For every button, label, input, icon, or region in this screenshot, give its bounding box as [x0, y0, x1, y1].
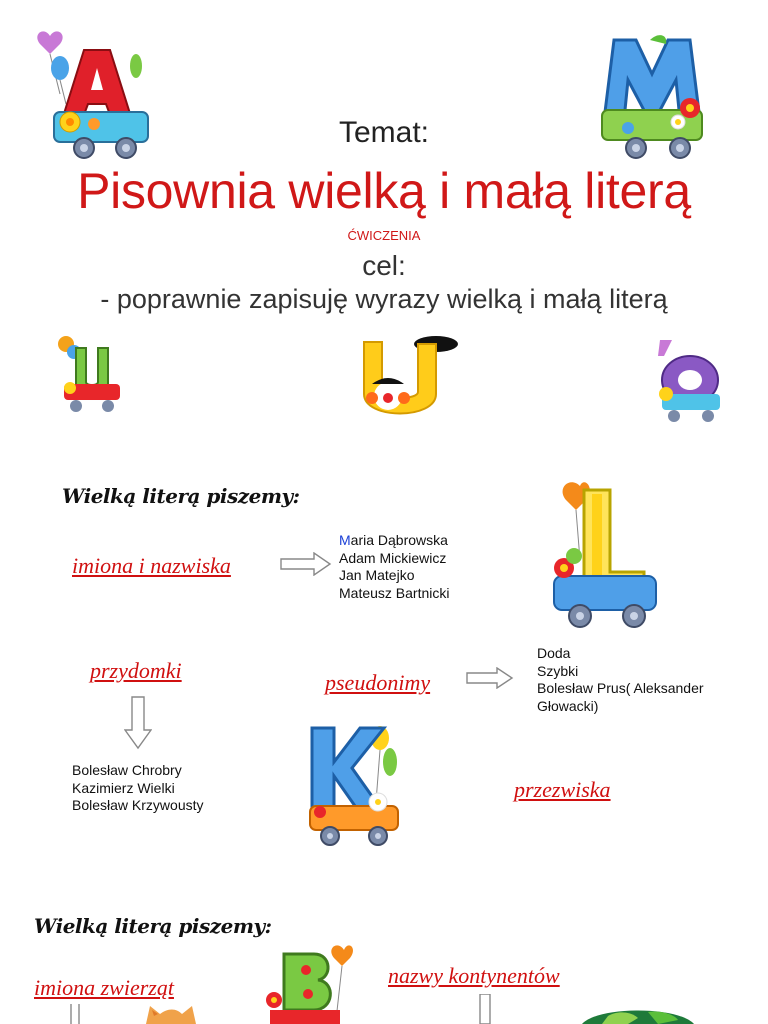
list-item: Maria Dąbrowska [339, 532, 448, 548]
letter-k-cart-illustration [302, 722, 410, 852]
letter-o-cart-illustration [650, 336, 730, 422]
section2-heading: Wielką literą piszemy: [34, 914, 272, 938]
page-subtitle: ĆWICZENIA [347, 228, 421, 243]
category-names: imiona i nazwiska [72, 553, 231, 578]
topic-label: Temat: [338, 116, 430, 149]
category-continent-names: nazwy kontynentów [388, 963, 560, 988]
list-item: Kazimierz Wielki [72, 779, 175, 796]
cat-illustration [140, 1000, 200, 1024]
globe-illustration [578, 1000, 698, 1024]
category-aliases: przezwiska [514, 777, 611, 802]
goal-text: - poprawnie zapisuję wyrazy wielką i małą literą [100, 284, 668, 314]
category-animal-names: imiona zwierząt [34, 975, 174, 1000]
list-item: Doda [537, 645, 571, 661]
letter-u-cart-illustration [50, 334, 130, 414]
arrow-right-icon [466, 667, 514, 689]
letter-u-clown-illustration [356, 334, 466, 424]
arrow-right-icon [280, 552, 332, 576]
arrow-down-icon [68, 1004, 82, 1024]
category-nicknames: przydomki [90, 658, 182, 683]
page-title: Pisownia wielką i małą literą [77, 163, 691, 219]
highlighted-initial: M [339, 532, 351, 548]
arrow-down-icon [124, 696, 152, 750]
arrow-down-icon [478, 994, 492, 1024]
section1-heading: Wielką literą piszemy: [62, 484, 300, 508]
list-item: Głowacki) [537, 697, 599, 714]
category-pseudonyms: pseudonimy [325, 670, 431, 695]
list-item: Mateusz Bartnicki [339, 584, 450, 601]
list-item: Jan Matejko [339, 567, 415, 583]
list-item: Bolesław Chrobry [72, 762, 182, 778]
letter-l-cart-illustration [540, 480, 670, 630]
list-item: Szybki [537, 662, 579, 679]
goal-label: cel: [362, 250, 406, 281]
list-item: Bolesław Prus( Aleksander [537, 680, 704, 696]
names-list [339, 532, 449, 602]
list-item: Adam Mickiewicz [339, 549, 447, 566]
nicknames-list [72, 762, 204, 815]
list-item: Bolesław Krzywousty [72, 797, 204, 813]
pseudonyms-list [537, 645, 704, 715]
letter-b-cart-illustration [262, 940, 366, 1024]
